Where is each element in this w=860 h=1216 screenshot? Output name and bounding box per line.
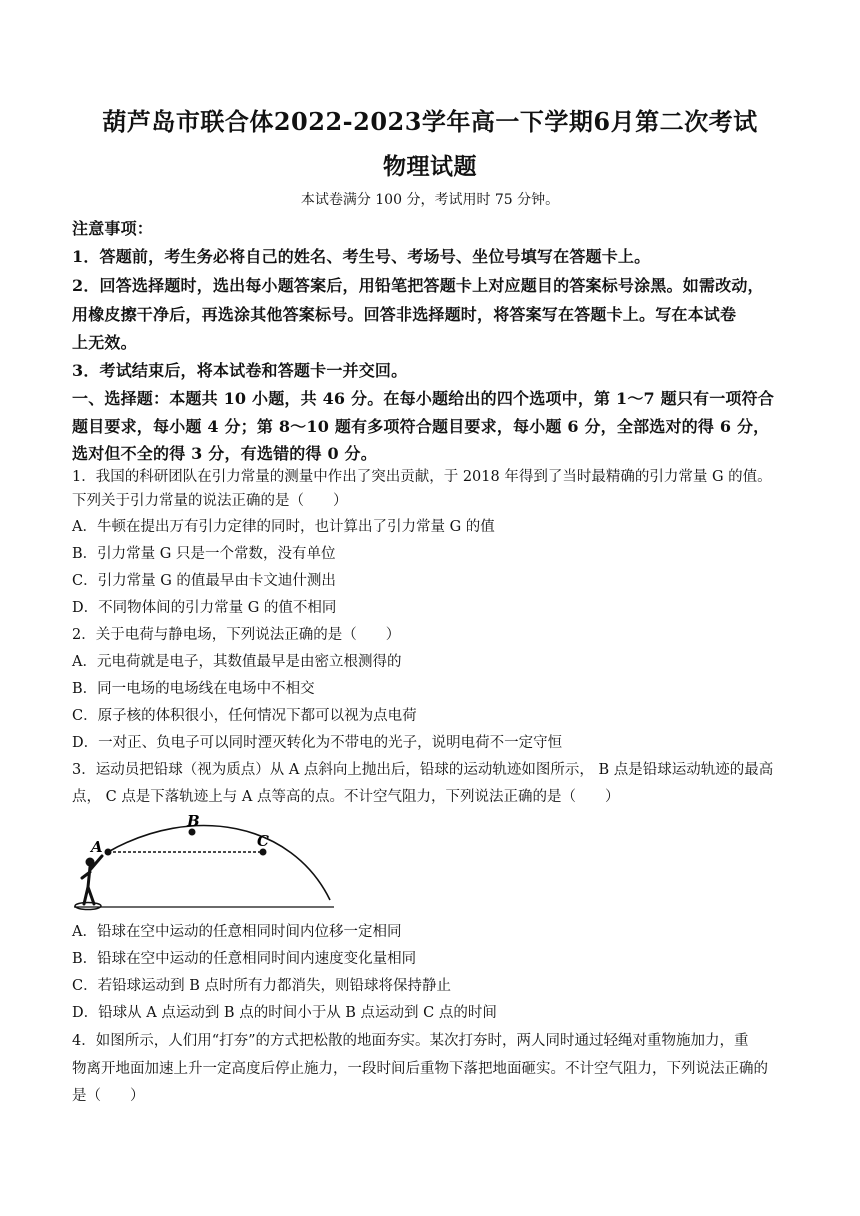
notes-heading: 注意事项： xyxy=(72,219,154,238)
q1-option-d: D．不同物体间的引力常量 G 的值不相同 xyxy=(72,600,337,616)
q3-option-d: D．铅球从 A 点运动到 B 点的时间小于从 B 点运动到 C 点的时间 xyxy=(72,1005,497,1021)
q2-option-b: B．同一电场的电场线在电场中不相交 xyxy=(72,681,315,697)
shot-put-trajectory-figure xyxy=(72,812,342,912)
q1-option-a: A．牛顿在提出万有引力定律的同时，也计算出了引力常量 G 的值 xyxy=(72,519,495,535)
q1-option-c: C．引力常量 G 的值最早由卡文迪什测出 xyxy=(72,573,336,589)
label-a: A xyxy=(91,838,103,856)
q2-option-d: D．一对正、负电子可以同时湮灭转化为不带电的光子，说明电荷不一定守恒 xyxy=(72,735,563,751)
section-instructions-line-2: 题目要求，每小题 4 分；第 8～10 题有多项符合题目要求，每小题 6 分，全部选对的得 6 分， xyxy=(72,417,770,436)
exam-info: 本试卷满分 100 分，考试用时 75 分钟。 xyxy=(300,192,560,208)
note-2-line-1: 2．回答选择题时，选出每小题答案后，用铅笔把答题卡上对应题目的答案标号涂黑。如需改动， xyxy=(72,276,764,295)
note-2-line-2: 用橡皮擦干净后，再选涂其他答案标号。回答非选择题时，将答案写在答题卡上。写在本试卷 xyxy=(72,305,737,324)
q2-option-c: C．原子核的体积很小，任何情况下都可以视为点电荷 xyxy=(72,708,417,724)
label-b: B xyxy=(187,812,200,830)
trajectory-curve xyxy=(108,826,330,900)
q3-stem-line-2: 点， C 点是下落轨迹上与 A 点等高的点。不计空气阻力，下列说法正确的是（ ） xyxy=(72,789,620,805)
point-a xyxy=(105,849,112,856)
q3-stem-line-1: 3．运动员把铅球（视为质点）从 A 点斜向上抛出后，铅球的运动轨迹如图所示， B 点是铅球运动轨迹的最高 xyxy=(72,762,774,778)
q2-option-a: A．元电荷就是电子，其数值最早是由密立根测得的 xyxy=(72,654,402,670)
q2-stem: 2．关于电荷与静电场，下列说法正确的是（ ） xyxy=(72,627,401,643)
q3-option-c: C．若铅球运动到 B 点时所有力都消失，则铅球将保持静止 xyxy=(72,978,451,994)
exam-title: 葫芦岛市联合体2022-2023学年高一下学期6月第二次考试 xyxy=(102,107,758,136)
q3-option-a: A．铅球在空中运动的任意相同时间内位移一定相同 xyxy=(72,924,402,940)
subject-title: 物理试题 xyxy=(383,153,477,180)
section-instructions-line-3: 选对但不全的得 3 分，有选错的得 0 分。 xyxy=(72,444,377,463)
q1-option-b: B．引力常量 G 只是一个常数，没有单位 xyxy=(72,546,336,562)
q4-stem-line-2: 物离开地面加速上升一定高度后停止施力，一段时间后重物下落把地面砸实。不计空气阻力，下列说法正确的 xyxy=(72,1061,768,1077)
section-instructions-line-1: 一、选择题：本题共 10 小题，共 46 分。在每小题给出的四个选项中，第 1～7 题只有一项符合 xyxy=(72,389,775,408)
note-2-line-3: 上无效。 xyxy=(72,333,137,352)
throwing-circle xyxy=(75,903,101,910)
q4-stem-line-3: 是（ ） xyxy=(72,1088,145,1104)
q4-stem-line-1: 4．如图所示，人们用“打夯”的方式把松散的地面夯实。某次打夯时，两人同时通过轻绳对重物施加力，重 xyxy=(72,1033,749,1049)
note-3: 3．考试结束后，将本试卷和答题卡一并交回。 xyxy=(72,361,408,380)
q1-stem-line-2: 下列关于引力常量的说法正确的是（ ） xyxy=(72,493,348,509)
q3-option-b: B．铅球在空中运动的任意相同时间内速度变化量相同 xyxy=(72,951,417,967)
athlete-icon xyxy=(82,856,102,904)
q1-stem-line-1: 1．我国的科研团队在引力常量的测量中作出了突出贡献，于 2018 年得到了当时最精确的引力常量 G 的值。 xyxy=(72,469,772,485)
note-1: 1．答题前，考生务必将自己的姓名、考生号、考场号、坐位号填写在答题卡上。 xyxy=(72,247,651,266)
label-c: C xyxy=(257,832,269,850)
